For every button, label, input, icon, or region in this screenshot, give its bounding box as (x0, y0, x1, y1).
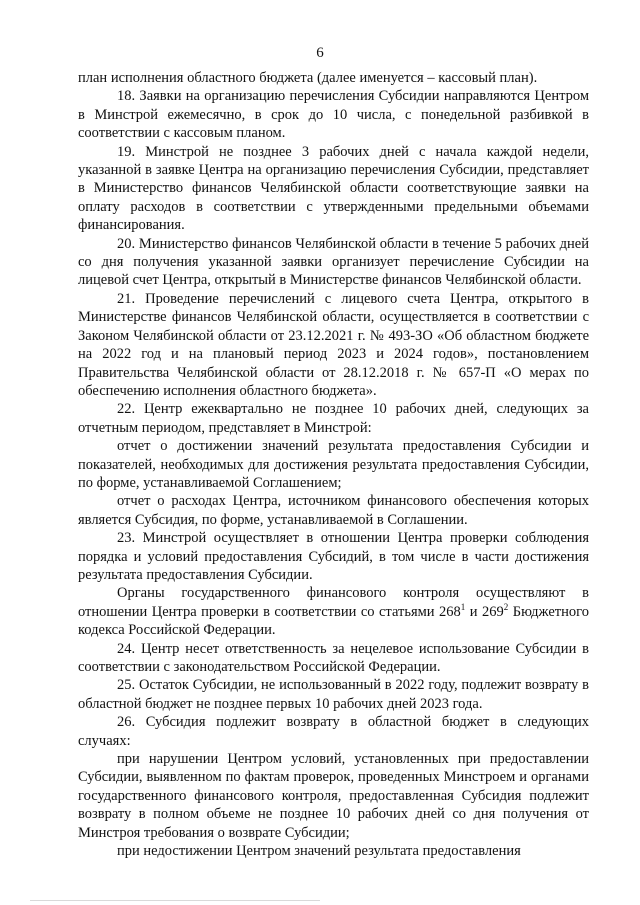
paragraph-26: 26. Субсидия подлежит возврату в областной бюджет в следующих случаях: (78, 714, 589, 749)
paragraph-26-item-1: при нарушении Центром условий, установленных при предоставлении Субсидии, выявленном по фактам проверок, проведенных Минстроем и органами государственного финансового контроля, предоставленная Субсидия подлежит возврату в полном объеме не позднее 10 рабочих дней со дня получения от Минстроя требования о возврате Субсидии; (78, 751, 589, 841)
paragraph-25: 25. Остаток Субсидии, не использованный в 2022 году, подлежит возврату в областной бюджет не позднее первых 10 рабочих дней 2023 года. (78, 677, 589, 712)
paragraph-23-control-bodies (78, 584, 589, 639)
paragraph-18: 18. Заявки на организацию перечисления Субсидии направляются Центром в Минстрой ежемесячно, в срок до 10 числа, с понедельной разбивкой в соответствии с кассовым планом. (78, 88, 589, 142)
control-bodies-text-1: Органы государственного финансового контроля осуществляют в отношении Центра проверки в соответствии со статьями 268 (78, 585, 589, 620)
control-bodies-text-3: Бюджетного кодекса Российской Федерации. (78, 603, 589, 639)
paragraph-22-item-2: отчет о расходах Центра, источником финансового обеспечения которых является Субсидия, по форме, устанавливаемой в Соглашении. (78, 493, 589, 528)
paragraph-20: 20. Министерство финансов Челябинской области в течение 5 рабочих дней со дня получения указанной заявки организует перечисление Субсидии на лицевой счет Центра, открытый в Министерстве финансов Челябинской области. (78, 235, 589, 289)
scan-artifact-line (30, 900, 320, 901)
page-number: 6 (316, 45, 324, 61)
paragraph-19: 19. Минстрой не позднее 3 рабочих дней с начала каждой недели, указанной в заявке Центра на организацию перечисления Субсидии, представляет в Министерство финансов Челябинской области соответствующие заявки на оплату расходов в соответствии с утвержденными предельными объемами финансирования. (78, 143, 589, 234)
document-body (78, 69, 589, 860)
paragraph-24: 24. Центр несет ответственность за нецелевое использование Субсидии в соответствии с законодательством Российской Федерации. (78, 640, 589, 675)
paragraph-continuation: план исполнения областного бюджета (далее именуется – кассовый план). (78, 70, 538, 86)
paragraph-22: 22. Центр ежеквартально не позднее 10 рабочих дней, следующих за отчетным периодом, представляет в Минстрой: (78, 401, 589, 436)
paragraph-26-item-2: при недостижении Центром значений результата предоставления (117, 843, 521, 860)
control-bodies-text-2: и 269 (465, 603, 504, 620)
superscript-2: 2 (503, 601, 509, 612)
paragraph-23: 23. Минстрой осуществляет в отношении Центра проверки соблюдения порядка и условий предоставления Субсидий, в том числе в части достижения результата предоставления Субсидии. (78, 530, 589, 583)
paragraph-21: 21. Проведение перечислений с лицевого счета Центра, открытого в Министерстве финансов Челябинской области, осуществляется в соответствии с Законом Челябинской области от 23.12.2021 г. № 493-ЗО «Об областном бюджете на 2022 год и на плановый период 2023 и 2024 годов», постановлением Правительства Челябинской области от 28.12.2018 г. № 657-П «О мерах по обеспечению исполнения областного бюджета». (78, 290, 589, 399)
superscript-1: 1 (460, 601, 466, 612)
paragraph-22-item-1: отчет о достижении значений результата предоставления Субсидии и показателей, необходимых для достижения результата предоставления Субсидии, по форме, устанавливаемой Соглашением; (78, 438, 589, 491)
